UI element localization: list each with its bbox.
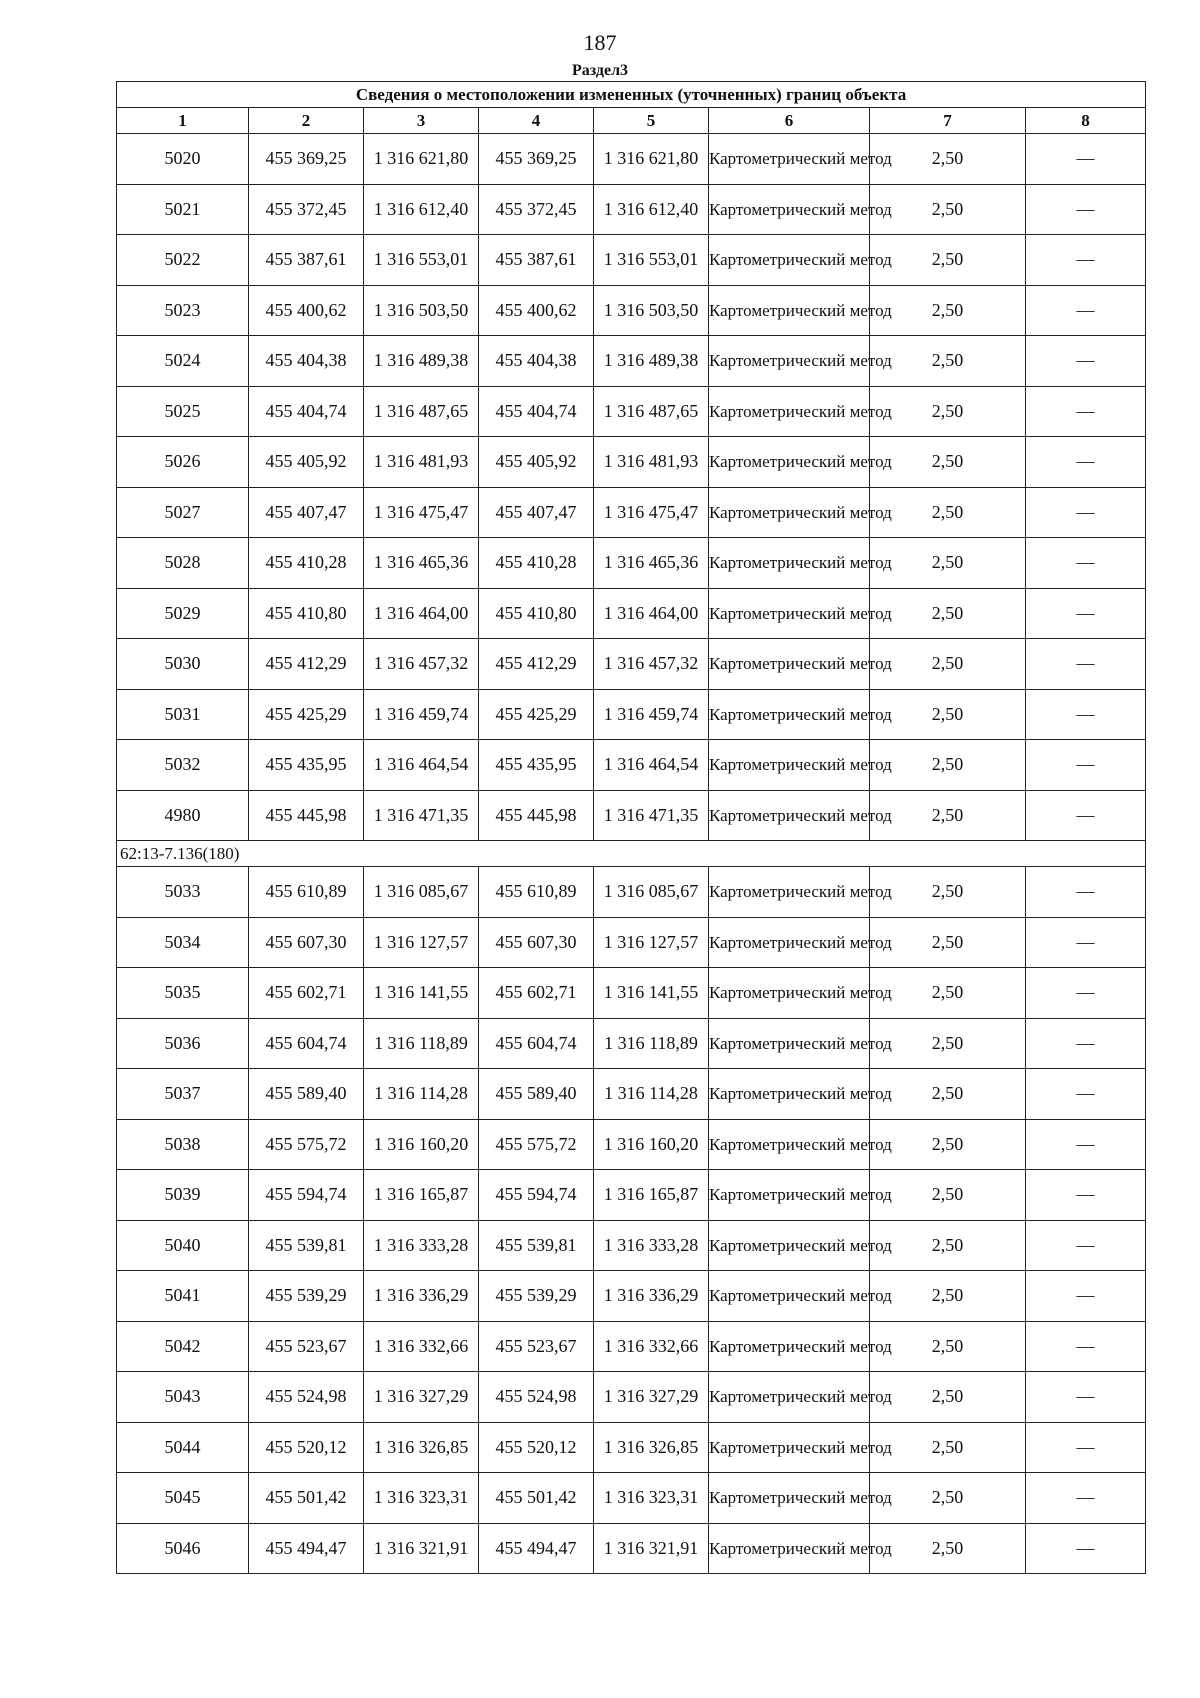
table-row [117,588,1146,639]
table-cell: 455 425,29 [249,689,364,740]
table-cell: 1 316 464,54 [364,740,479,791]
table-cell: 5045 [117,1473,249,1524]
table-row [117,1170,1146,1221]
table-cell: 455 404,74 [479,386,594,437]
column-header: 1 [117,108,249,134]
table-cell: — [1026,790,1146,841]
table-cell: 5032 [117,740,249,791]
table-cell: — [1026,1119,1146,1170]
table-cell: Картометрический метод [709,867,870,918]
table-cell: Картометрический метод [709,588,870,639]
table-cell: 455 602,71 [249,968,364,1019]
table-cell: 1 316 464,00 [594,588,709,639]
page-number: 187 [583,30,617,55]
column-header: 8 [1026,108,1146,134]
table-cell: 1 316 612,40 [594,184,709,235]
table-cell: Картометрический метод [709,1018,870,1069]
table-row [117,1018,1146,1069]
table-cell: 455 445,98 [249,790,364,841]
table-cell: — [1026,1018,1146,1069]
table-cell: 1 316 475,47 [594,487,709,538]
table-row [117,487,1146,538]
table-cell: 1 316 457,32 [594,639,709,690]
table-cell: 455 607,30 [249,917,364,968]
table-cell: Картометрический метод [709,1523,870,1574]
table-cell: Картометрический метод [709,1119,870,1170]
table-row [117,1119,1146,1170]
table-cell: 1 316 457,32 [364,639,479,690]
table-cell: — [1026,1473,1146,1524]
table-cell: 455 610,89 [249,867,364,918]
table-cell: 2,50 [870,588,1026,639]
table-cell: Картометрический метод [709,1271,870,1322]
table-cell: Картометрический метод [709,538,870,589]
table-row [117,1422,1146,1473]
table-cell: 455 494,47 [249,1523,364,1574]
column-header: 2 [249,108,364,134]
table-cell: 5037 [117,1069,249,1120]
table-cell: 2,50 [870,1220,1026,1271]
table-cell: 1 316 160,20 [364,1119,479,1170]
table-row [117,1523,1146,1574]
table-cell: 2,50 [870,386,1026,437]
table-cell: Картометрический метод [709,1422,870,1473]
table-cell: 455 410,80 [249,588,364,639]
table-cell: 455 372,45 [249,184,364,235]
table-cell: — [1026,917,1146,968]
table-cell: 2,50 [870,285,1026,336]
table-cell: 1 316 326,85 [594,1422,709,1473]
table-cell: 2,50 [870,184,1026,235]
table-cell: 1 316 118,89 [364,1018,479,1069]
table-cell: 1 316 127,57 [594,917,709,968]
table-cell: 1 316 141,55 [594,968,709,1019]
table-cell: 1 316 487,65 [594,386,709,437]
table-cell: 1 316 621,80 [364,134,479,185]
group-label: 62:13-7.136(180) [117,841,1146,867]
group-label-row [117,841,1146,867]
table-cell: 2,50 [870,740,1026,791]
table-cell: 455 520,12 [249,1422,364,1473]
table-cell: 2,50 [870,1422,1026,1473]
table-cell: 4980 [117,790,249,841]
table-cell: 2,50 [870,790,1026,841]
table-cell: Картометрический метод [709,386,870,437]
table-row [117,1321,1146,1372]
table-cell: 1 316 471,35 [594,790,709,841]
table-cell: 2,50 [870,235,1026,286]
table-cell: 1 316 481,93 [364,437,479,488]
table-cell: 455 387,61 [479,235,594,286]
table-cell: 455 400,62 [479,285,594,336]
table-cell: 455 594,74 [479,1170,594,1221]
table-cell: 455 539,29 [479,1271,594,1322]
column-header: 6 [709,108,870,134]
table-row [117,1220,1146,1271]
table-cell: 1 316 160,20 [594,1119,709,1170]
table-row [117,1069,1146,1120]
table-cell: 455 369,25 [249,134,364,185]
table-cell: — [1026,437,1146,488]
table-cell: 455 369,25 [479,134,594,185]
table-cell: 5034 [117,917,249,968]
table-cell: 5043 [117,1372,249,1423]
table-cell: — [1026,740,1146,791]
table-row [117,740,1146,791]
table-cell: 455 372,45 [479,184,594,235]
table-cell: Картометрический метод [709,184,870,235]
table-cell: Картометрический метод [709,134,870,185]
table-cell: — [1026,538,1146,589]
table-cell: 1 316 327,29 [364,1372,479,1423]
table-cell: 455 405,92 [249,437,364,488]
table-cell: 2,50 [870,1372,1026,1423]
table-cell: 455 435,95 [479,740,594,791]
table-cell: 455 604,74 [249,1018,364,1069]
table-cell: Картометрический метод [709,1220,870,1271]
section-title: Раздел3 [571,62,629,79]
table-cell: 455 445,98 [479,790,594,841]
table-cell: 5025 [117,386,249,437]
table-cell: — [1026,1372,1146,1423]
table-cell: 2,50 [870,1170,1026,1221]
table-cell: 5033 [117,867,249,918]
table-cell: 1 316 336,29 [594,1271,709,1322]
table-cell: 5038 [117,1119,249,1170]
table-cell: 455 523,67 [249,1321,364,1372]
table-cell: Картометрический метод [709,1473,870,1524]
table-cell: 455 523,67 [479,1321,594,1372]
table-cell: Картометрический метод [709,285,870,336]
table-cell: 1 316 621,80 [594,134,709,185]
table-cell: 455 602,71 [479,968,594,1019]
table-cell: — [1026,1321,1146,1372]
table-cell: 455 520,12 [479,1422,594,1473]
table-cell: Картометрический метод [709,917,870,968]
table-cell: — [1026,1523,1146,1574]
table-cell: Картометрический метод [709,740,870,791]
table-cell: — [1026,588,1146,639]
table-cell: 2,50 [870,867,1026,918]
table-row [117,285,1146,336]
table-cell: 1 316 612,40 [364,184,479,235]
column-header: 7 [870,108,1026,134]
table-cell: 2,50 [870,968,1026,1019]
table-cell: — [1026,867,1146,918]
table-row [117,917,1146,968]
table-cell: 1 316 333,28 [364,1220,479,1271]
table-cell: 5028 [117,538,249,589]
table-cell: 1 316 332,66 [364,1321,479,1372]
table-cell: 1 316 465,36 [594,538,709,589]
table-cell: 455 412,29 [479,639,594,690]
table-cell: Картометрический метод [709,487,870,538]
table-cell: 2,50 [870,134,1026,185]
table-cell: 1 316 118,89 [594,1018,709,1069]
table-row [117,134,1146,185]
table-cell: 1 316 165,87 [364,1170,479,1221]
table-cell: 1 316 464,54 [594,740,709,791]
table-cell: Картометрический метод [709,790,870,841]
table-cell: — [1026,386,1146,437]
table-cell: — [1026,1170,1146,1221]
table-cell: — [1026,134,1146,185]
table-row [117,1271,1146,1322]
table-cell: 5035 [117,968,249,1019]
table-cell: 455 494,47 [479,1523,594,1574]
table-cell: 5029 [117,588,249,639]
table-cell: Картометрический метод [709,689,870,740]
table-cell: Картометрический метод [709,968,870,1019]
column-header: 5 [594,108,709,134]
table-cell: 5030 [117,639,249,690]
table-cell: — [1026,968,1146,1019]
table-cell: 1 316 332,66 [594,1321,709,1372]
table-cell: 2,50 [870,1119,1026,1170]
table-cell: 1 316 487,65 [364,386,479,437]
table-cell: 2,50 [870,1069,1026,1120]
table-cell: 1 316 114,28 [364,1069,479,1120]
table-cell: — [1026,1069,1146,1120]
table-cell: 455 404,38 [479,336,594,387]
table-cell: 1 316 336,29 [364,1271,479,1322]
table-cell: 455 405,92 [479,437,594,488]
column-header: 3 [364,108,479,134]
table-row [117,336,1146,387]
table-cell: Картометрический метод [709,336,870,387]
table-cell: — [1026,1271,1146,1322]
table-cell: 455 594,74 [249,1170,364,1221]
table-cell: Картометрический метод [709,1069,870,1120]
table-cell: 1 316 489,38 [364,336,479,387]
table-cell: — [1026,184,1146,235]
table-cell: 455 407,47 [479,487,594,538]
table-caption-row [117,82,1146,108]
table-cell: 1 316 475,47 [364,487,479,538]
table-body-group-2 [117,867,1146,1574]
table-cell: 455 501,42 [249,1473,364,1524]
table-caption: Сведения о местоположении измененных (уточненных) границ объекта [117,82,1146,108]
table-cell: — [1026,639,1146,690]
table-cell: 5026 [117,437,249,488]
table-row [117,968,1146,1019]
table-cell: 455 412,29 [249,639,364,690]
table-cell: 5040 [117,1220,249,1271]
table-cell: Картометрический метод [709,639,870,690]
table-cell: 455 410,28 [479,538,594,589]
table-cell: 1 316 459,74 [364,689,479,740]
table-cell: 2,50 [870,437,1026,488]
table-cell: Картометрический метод [709,437,870,488]
table-cell: 455 589,40 [249,1069,364,1120]
table-cell: 1 316 553,01 [594,235,709,286]
table-cell: 1 316 114,28 [594,1069,709,1120]
table-cell: 5039 [117,1170,249,1221]
table-cell: 455 410,28 [249,538,364,589]
table-row [117,689,1146,740]
table-row [117,235,1146,286]
table-cell: 1 316 459,74 [594,689,709,740]
table-cell: 1 316 085,67 [594,867,709,918]
table-cell: 5041 [117,1271,249,1322]
table-cell: 1 316 127,57 [364,917,479,968]
table-cell: Картометрический метод [709,1321,870,1372]
table-cell: 1 316 321,91 [364,1523,479,1574]
table-cell: 1 316 327,29 [594,1372,709,1423]
table-header-row [117,108,1146,134]
table-cell: 5042 [117,1321,249,1372]
table-row [117,1473,1146,1524]
table-cell: 455 604,74 [479,1018,594,1069]
table-cell: 455 425,29 [479,689,594,740]
table-row [117,867,1146,918]
table-cell: 1 316 464,00 [364,588,479,639]
table-cell: 1 316 321,91 [594,1523,709,1574]
table-cell: 455 539,29 [249,1271,364,1322]
table-cell: 5036 [117,1018,249,1069]
table-cell: 2,50 [870,1271,1026,1322]
table-row [117,790,1146,841]
table-cell: 1 316 553,01 [364,235,479,286]
table-cell: 1 316 481,93 [594,437,709,488]
table-cell: 455 387,61 [249,235,364,286]
table-cell: 455 589,40 [479,1069,594,1120]
table-cell: 455 607,30 [479,917,594,968]
table-cell: 455 539,81 [249,1220,364,1271]
table-cell: 455 501,42 [479,1473,594,1524]
table-cell: 455 404,74 [249,386,364,437]
table-cell: 2,50 [870,917,1026,968]
table-cell: 1 316 503,50 [364,285,479,336]
table-cell: 1 316 323,31 [594,1473,709,1524]
table-cell: — [1026,285,1146,336]
table-cell: 2,50 [870,689,1026,740]
table-cell: 455 404,38 [249,336,364,387]
table-cell: 5022 [117,235,249,286]
table-cell: 1 316 333,28 [594,1220,709,1271]
table-cell: Картометрический метод [709,1372,870,1423]
table-cell: 1 316 471,35 [364,790,479,841]
table-cell: Картометрический метод [709,1170,870,1221]
table-cell: 1 316 489,38 [594,336,709,387]
table-cell: 5020 [117,134,249,185]
table-cell: 2,50 [870,1523,1026,1574]
table-cell: 5046 [117,1523,249,1574]
table-cell: 2,50 [870,1473,1026,1524]
table-cell: — [1026,1220,1146,1271]
table-cell: 455 524,98 [479,1372,594,1423]
table-cell: Картометрический метод [709,235,870,286]
table-cell: 455 524,98 [249,1372,364,1423]
table-cell: 2,50 [870,487,1026,538]
table-cell: 455 575,72 [249,1119,364,1170]
table-cell: 5027 [117,487,249,538]
table-body-group-1 [117,134,1146,841]
table-cell: 455 575,72 [479,1119,594,1170]
table-cell: 2,50 [870,336,1026,387]
table-cell: 455 435,95 [249,740,364,791]
table-cell: 2,50 [870,1321,1026,1372]
table-cell: 2,50 [870,1018,1026,1069]
table-row [117,538,1146,589]
table-cell: 5021 [117,184,249,235]
table-cell: 1 316 141,55 [364,968,479,1019]
table-cell: 5024 [117,336,249,387]
table-cell: 455 539,81 [479,1220,594,1271]
table-cell: 5023 [117,285,249,336]
table-cell: 1 316 323,31 [364,1473,479,1524]
table-cell: — [1026,1422,1146,1473]
table-cell: 455 400,62 [249,285,364,336]
table-cell: — [1026,336,1146,387]
table-cell: 1 316 465,36 [364,538,479,589]
table-row [117,386,1146,437]
table-row [117,1372,1146,1423]
table-cell: 1 316 085,67 [364,867,479,918]
coordinates-table [116,81,1146,1574]
table-cell: 2,50 [870,639,1026,690]
table-row [117,184,1146,235]
table-cell: 2,50 [870,538,1026,589]
table-cell: 1 316 165,87 [594,1170,709,1221]
table-cell: — [1026,235,1146,286]
table-cell: 455 407,47 [249,487,364,538]
table-row [117,437,1146,488]
table-cell: 1 316 503,50 [594,285,709,336]
table-cell: 5031 [117,689,249,740]
table-cell: — [1026,487,1146,538]
table-cell: 5044 [117,1422,249,1473]
table-row [117,639,1146,690]
table-cell: 455 410,80 [479,588,594,639]
table-group-separator [117,841,1146,867]
column-header: 4 [479,108,594,134]
table-cell: 455 610,89 [479,867,594,918]
table-cell: 1 316 326,85 [364,1422,479,1473]
table-cell: — [1026,689,1146,740]
